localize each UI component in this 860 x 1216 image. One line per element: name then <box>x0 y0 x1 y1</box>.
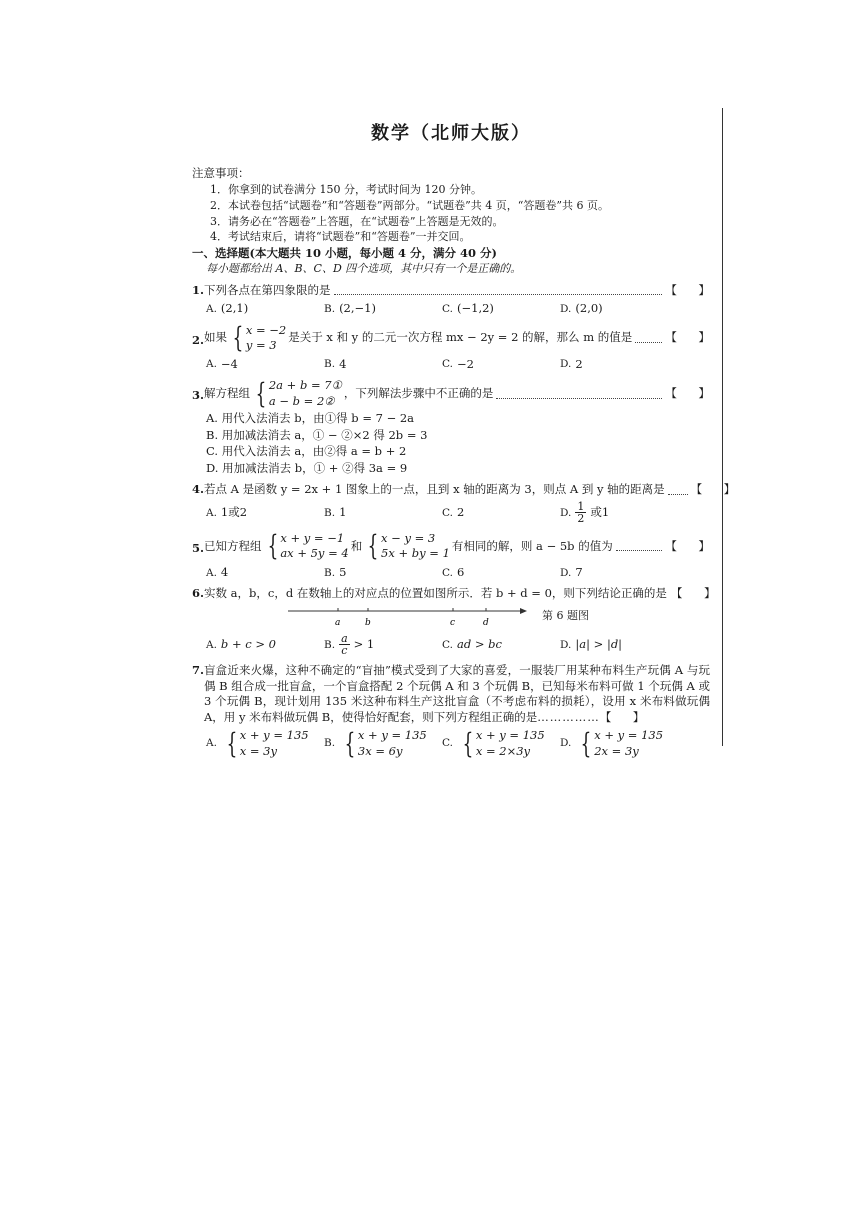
leader-dots <box>668 485 688 495</box>
question-1 <box>192 283 710 317</box>
question-number: 2. <box>192 332 205 347</box>
option-b: B. 用加减法消去 a，① − ②×2 得 2b = 3 <box>206 427 428 442</box>
note-item: 3．请务必在“答题卷”上答题，在“试题卷”上答题是无效的。 <box>210 214 504 228</box>
question-stem-mid: 和 <box>350 538 363 553</box>
option-d: D. 2 <box>560 356 583 371</box>
option-c: C. 2 <box>442 505 465 520</box>
answer-bracket: 【 】 <box>690 482 736 497</box>
note-item: 1．你拿到的试卷满分 150 分，考试时间为 120 分钟。 <box>210 182 482 196</box>
option-c: C. (−1,2) <box>442 301 494 316</box>
option-b: B. (2,−1) <box>324 301 376 316</box>
question-number: 6. <box>192 586 205 601</box>
equation-system: { 2a + b = 7① a − b = 2② <box>255 376 342 410</box>
notes-heading: 注意事项： <box>192 166 250 181</box>
question-2 <box>192 323 710 373</box>
question-6 <box>192 586 716 658</box>
option-a: A. b + c > 0 <box>206 637 276 652</box>
equation-system: { x = −2 y = 3 <box>232 321 287 355</box>
option-a: A. 1或2 <box>206 505 248 520</box>
equation-system: { x + y = −1 ax + 5y = 4 <box>267 529 349 563</box>
question-stem-post: 是关于 x 和 y 的二元一次方程 mx − 2y = 2 的解，那么 m 的值是 <box>288 330 633 345</box>
option-d: D. { x + y = 135 2x = 3y <box>560 726 664 760</box>
number-line <box>288 604 528 630</box>
point-label-a: a <box>335 617 341 628</box>
leader-dots <box>616 541 663 551</box>
page-margin-line <box>722 108 723 746</box>
answer-bracket: 【 】 <box>665 282 710 297</box>
question-5 <box>192 531 710 581</box>
question-stem-post: ，下列解法步骤中不正确的是 <box>343 385 494 400</box>
question-7: 7. 盲盒近来火爆，这种不确定的“盲抽”模式受到了大家的喜爱，一服装厂用某种布料生产玩偶 A 与玩偶 B 组合成一批盲盒，一个盲盒搭配 2 个玩偶 A 和 3 个玩偶 B，已知每米布料可做 1 个玩偶 A 或 3 个玩偶 B，现计划用 135 米这种布料生产这批盲盒（不考虑布料的损耗），设用 x 米布料做玩偶 A，用 y 米布料做玩偶 B，使得恰好配套，则下列方程组正确的是……………【 】 A. { x + y = 135 x = 3y B. { x + y = 135 3x = 6y C. { x + y = 135 x = 2×3y D. { x + y = 135 2x = 3y <box>192 662 710 760</box>
question-stem-pre: 已知方程组 <box>204 538 262 553</box>
point-label-c: c <box>450 617 456 628</box>
option-a: A. 用代入法消去 b，由①得 b = 7 − 2a <box>206 411 415 426</box>
question-stem-post: 有相同的解，则 a − 5b 的值为 <box>451 538 613 553</box>
option-b: B. 1 <box>324 505 347 520</box>
option-b: B. $\frac{a}{c}$ > 1 <box>324 631 375 658</box>
question-stem: 实数 a，b，c，d 在数轴上的对应点的位置如图所示．若 b + d = 0，则下列结论正确的是 <box>204 586 667 601</box>
option-a: A. −4 <box>206 356 238 371</box>
leader-dots <box>635 333 662 343</box>
option-d: D. (2,0) <box>560 301 603 316</box>
equation-system: { x − y = 3 5x + by = 1 <box>367 529 450 563</box>
note-item: 4．考试结束后，请将“试题卷”和“答题卷”一并交回。 <box>210 230 471 244</box>
exam-title: 数学（北师大版） <box>371 123 531 144</box>
question-number: 1. <box>192 282 205 297</box>
question-number: 7. <box>192 662 205 677</box>
question-number: 5. <box>192 540 205 555</box>
option-d: D. |a| > |d| <box>560 637 623 652</box>
option-a: A. { x + y = 135 x = 3y <box>206 726 309 760</box>
option-d: D. 用加减法消去 b，① + ②得 3a = 9 <box>206 460 408 475</box>
fraction: $\frac{a}{c}$ <box>341 631 348 658</box>
point-label-d: d <box>483 617 489 628</box>
answer-bracket: 【 】 <box>670 586 716 601</box>
number-line-figure <box>204 604 710 630</box>
option-b: B. 4 <box>324 356 347 371</box>
option-c: C. 用代入法消去 a，由②得 a = b + 2 <box>206 444 407 459</box>
option-c: C. ad > bc <box>442 637 502 652</box>
option-a: A. (2,1) <box>206 301 249 316</box>
option-b: B. { x + y = 135 3x = 6y <box>324 726 427 760</box>
option-d: D. 7 <box>560 564 583 579</box>
section-heading: 一、选择题(本大题共 10 小题，每小题 4 分，满分 40 分) <box>192 246 497 261</box>
question-3 <box>192 378 710 476</box>
note-item: 2．本试卷包括“试题卷”和“答题卷”两部分。“试题卷”共 4 页，“答题卷”共 6 页。 <box>210 198 609 212</box>
answer-bracket: 【 】 <box>599 709 645 724</box>
leader-dots <box>334 285 663 295</box>
question-stem-pre: 如果 <box>204 330 227 345</box>
question-number: 4. <box>192 482 205 497</box>
exam-page <box>192 112 736 760</box>
point-label-b: b <box>365 617 371 628</box>
question-stem: 下列各点在第四象限的是 <box>204 282 331 297</box>
answer-bracket: 【 】 <box>665 538 710 553</box>
answer-bracket: 【 】 <box>665 330 710 345</box>
option-c: C. 6 <box>442 564 465 579</box>
answer-bracket: 【 】 <box>665 385 710 400</box>
question-4 <box>192 482 736 526</box>
fraction: $\frac{1}{2}$ <box>577 499 585 526</box>
option-a: A. 4 <box>206 564 229 579</box>
option-d: D. $\frac{1}{2}$ 或1 <box>560 499 610 526</box>
question-stem: 若点 A 是函数 y = 2x + 1 图象上的一点，且到 x 轴的距离为 3，则点 A 到 y 轴的距离是 <box>204 482 665 497</box>
option-c: C. −2 <box>442 356 474 371</box>
question-stem-pre: 解方程组 <box>204 385 250 400</box>
figure-caption: 第 6 题图 <box>542 609 589 623</box>
section-instruction: 每小题都给出 A、B、C、D 四个选项，其中只有一个是正确的。 <box>206 261 522 275</box>
question-stem: 盲盒近来火爆，这种不确定的“盲抽”模式受到了大家的喜爱，一服装厂用某种布料生产玩偶 A 与玩偶 B 组合成一批盲盒，一个盲盒搭配 2 个玩偶 A 和 3 个玩偶 B，已知每米布料可做 1 个玩偶 A 或 3 个玩偶 B，现计划用 135 米这种布料生产这批盲盒（不考虑布料的损耗），设用 x 米布料做玩偶 A，用 y 米布料做玩偶 B，使得恰好配套，则下列方程组正确的是 <box>204 662 710 724</box>
leader-dots <box>496 389 662 399</box>
option-c: C. { x + y = 135 x = 2×3y <box>442 726 545 760</box>
question-number: 3. <box>192 388 205 403</box>
option-b: B. 5 <box>324 564 347 579</box>
